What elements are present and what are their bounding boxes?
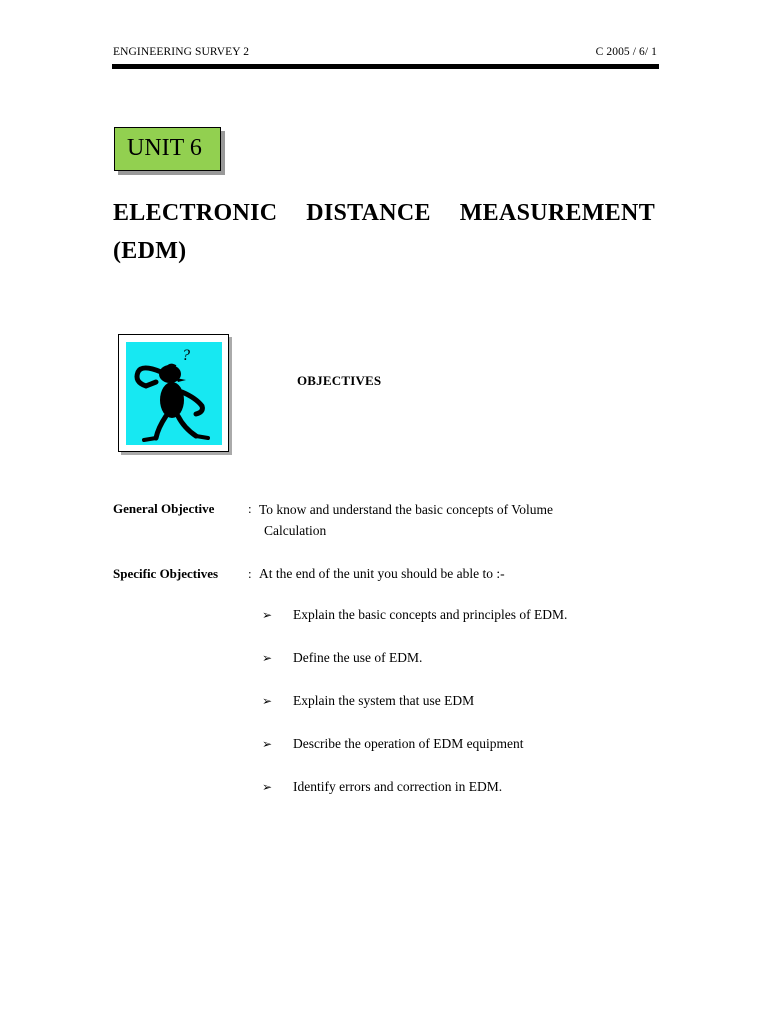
unit-label: UNIT 6 — [127, 135, 202, 161]
objective-item: Define the use of EDM. — [293, 650, 423, 665]
page-header — [113, 46, 659, 60]
arrow-bullet-icon: ➢ — [262, 737, 273, 751]
title-word-2: DISTANCE — [306, 200, 431, 226]
course-code: C 2005 / 6/ 1 — [595, 46, 657, 58]
figure-background — [126, 342, 222, 445]
general-objective-line-1: To know and understand the basic concepts of Volume — [259, 502, 553, 517]
question-mark: ? — [182, 347, 190, 364]
objectives-heading: OBJECTIVES — [297, 373, 382, 388]
specific-objectives-colon: : — [248, 566, 252, 581]
general-objective-line-2: Calculation — [264, 523, 327, 538]
general-objective-label: General Objective — [113, 501, 215, 516]
objective-item: Identify errors and correction in EDM. — [293, 779, 503, 794]
unit-title-line-2: (EDM) — [113, 238, 187, 264]
unit-badge — [114, 127, 221, 171]
objective-item: Explain the system that use EDM — [293, 693, 475, 708]
thinking-figure — [118, 334, 229, 452]
general-objective-colon: : — [248, 501, 252, 516]
arrow-bullet-icon: ➢ — [262, 780, 273, 794]
arrow-bullet-icon: ➢ — [262, 608, 273, 622]
objective-item: Explain the basic concepts and principles of EDM. — [293, 607, 568, 622]
specific-objectives-intro: At the end of the unit you should be able to :- — [259, 566, 505, 581]
specific-objectives-label: Specific Objectives — [113, 566, 219, 581]
title-word-1: ELECTRONIC — [113, 200, 278, 226]
header-rule — [112, 64, 659, 69]
title-word-3: MEASUREMENT — [459, 200, 655, 226]
arrow-bullet-icon: ➢ — [262, 651, 273, 665]
objective-item: Describe the operation of EDM equipment — [293, 736, 524, 751]
confused-person-icon — [126, 342, 222, 445]
unit-title-line-1 — [113, 200, 655, 227]
course-title: ENGINEERING SURVEY 2 — [113, 46, 250, 58]
arrow-bullet-icon: ➢ — [262, 694, 273, 708]
